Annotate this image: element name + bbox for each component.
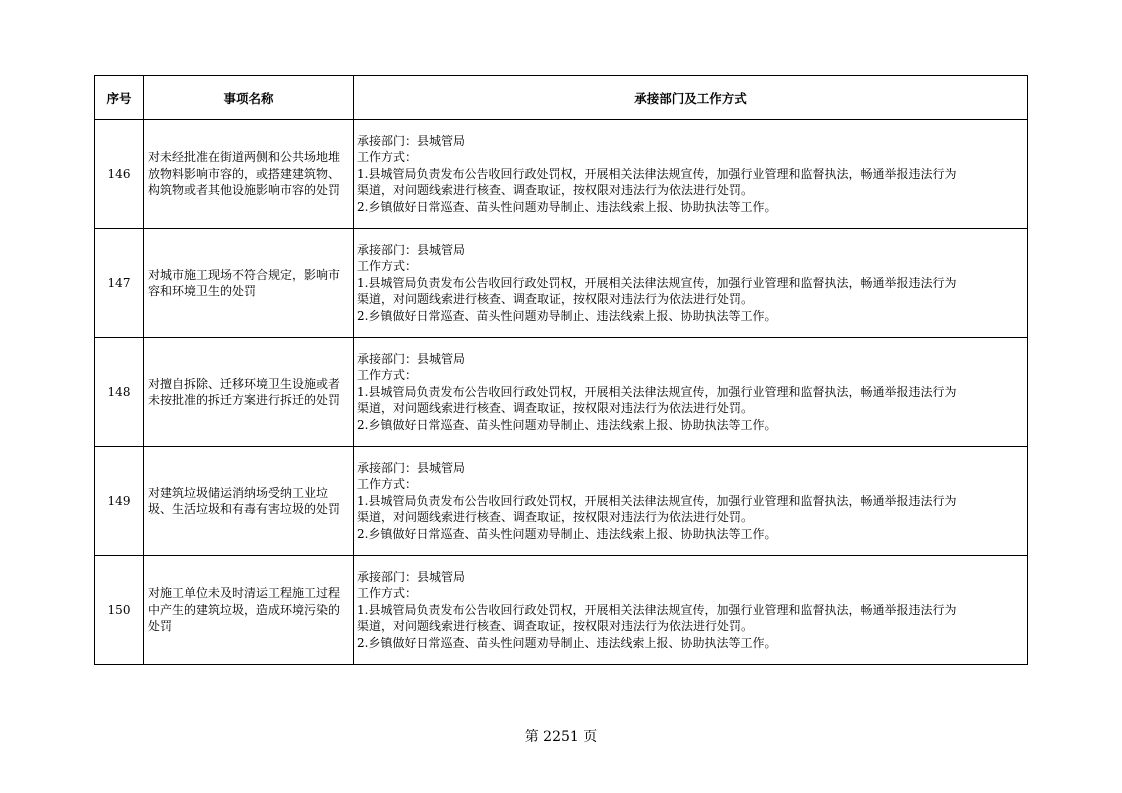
method-item-2: 2.乡镇做好日常巡查、苗头性问题劝导制止、违法线索上报、协助执法等工作。 (357, 417, 777, 432)
table-row (95, 447, 1028, 556)
method-label: 工作方式： (357, 477, 418, 492)
row-serial-number: 147 (95, 229, 144, 338)
page-number-footer: 第 2251 页 (524, 729, 598, 745)
header-item-name: 事项名称 (144, 76, 354, 120)
items-table (94, 75, 1028, 665)
dept-line: 承接部门：县城管局 (357, 242, 466, 257)
row-item-name (144, 556, 354, 665)
row-item-name (144, 120, 354, 229)
row-item-name (144, 447, 354, 556)
method-item-1: 1.县城管局负责发布公告收回行政处罚权，开展相关法律法规宣传，加强行业管理和监督执法，畅通举报违法行为 (357, 602, 957, 617)
row-dept-and-method (354, 120, 1028, 229)
method-item-1: 1.县城管局负责发布公告收回行政处罚权，开展相关法律法规宣传，加强行业管理和监督执法，畅通举报违法行为 (357, 384, 957, 399)
method-item-1-continued: 渠道，对问题线索进行核查、调查取证，按权限对违法行为依法进行处罚。 (357, 401, 754, 416)
document-table-container (94, 75, 1027, 665)
dept-line: 承接部门：县城管局 (357, 460, 466, 475)
table-row (95, 229, 1028, 338)
row-dept-and-method (354, 229, 1028, 338)
header-serial-number: 序号 (95, 76, 144, 120)
method-item-1-continued: 渠道，对问题线索进行核查、调查取证，按权限对违法行为依法进行处罚。 (357, 183, 754, 198)
header-dept-and-method: 承接部门及工作方式 (354, 76, 1028, 120)
method-label: 工作方式： (357, 259, 418, 274)
row-dept-and-method (354, 447, 1028, 556)
item-name-text: 对建筑垃圾储运消纳场受纳工业垃圾、生活垃圾和有毒有害垃圾的处罚 (148, 485, 341, 516)
method-label: 工作方式： (357, 150, 418, 165)
row-dept-and-method (354, 338, 1028, 447)
method-item-1: 1.县城管局负责发布公告收回行政处罚权，开展相关法律法规宣传，加强行业管理和监督执法，畅通举报违法行为 (357, 275, 957, 290)
method-item-1-continued: 渠道，对问题线索进行核查、调查取证，按权限对违法行为依法进行处罚。 (357, 619, 754, 634)
item-name-text: 对施工单位未及时清运工程施工过程中产生的建筑垃圾，造成环境污染的处罚 (148, 586, 341, 634)
dept-line: 承接部门：县城管局 (357, 569, 466, 584)
table-row (95, 556, 1028, 665)
method-label: 工作方式： (357, 368, 418, 383)
method-item-2: 2.乡镇做好日常巡查、苗头性问题劝导制止、违法线索上报、协助执法等工作。 (357, 308, 777, 323)
method-item-1: 1.县城管局负责发布公告收回行政处罚权，开展相关法律法规宣传，加强行业管理和监督执法，畅通举报违法行为 (357, 493, 957, 508)
row-item-name (144, 338, 354, 447)
table-header-row (95, 76, 1028, 120)
row-serial-number: 146 (95, 120, 144, 229)
method-item-1: 1.县城管局负责发布公告收回行政处罚权，开展相关法律法规宣传，加强行业管理和监督执法，畅通举报违法行为 (357, 166, 957, 181)
row-serial-number: 149 (95, 447, 144, 556)
table-row (95, 338, 1028, 447)
dept-line: 承接部门：县城管局 (357, 351, 466, 366)
item-name-text: 对擅自拆除、迁移环境卫生设施或者未按批准的拆迁方案进行拆迁的处罚 (148, 376, 341, 407)
row-serial-number: 148 (95, 338, 144, 447)
item-name-text: 对城市施工现场不符合规定，影响市容和环境卫生的处罚 (148, 267, 341, 298)
dept-line: 承接部门：县城管局 (357, 133, 466, 148)
method-label: 工作方式： (357, 586, 418, 601)
method-item-2: 2.乡镇做好日常巡查、苗头性问题劝导制止、违法线索上报、协助执法等工作。 (357, 635, 777, 650)
method-item-1-continued: 渠道，对问题线索进行核查、调查取证，按权限对违法行为依法进行处罚。 (357, 292, 754, 307)
table-row (95, 120, 1028, 229)
row-dept-and-method (354, 556, 1028, 665)
method-item-2: 2.乡镇做好日常巡查、苗头性问题劝导制止、违法线索上报、协助执法等工作。 (357, 199, 777, 214)
row-item-name (144, 229, 354, 338)
method-item-1-continued: 渠道，对问题线索进行核查、调查取证，按权限对违法行为依法进行处罚。 (357, 510, 754, 525)
item-name-text: 对未经批准在街道两侧和公共场地堆放物料影响市容的，或搭建建筑物、构筑物或者其他设施影响市容的处罚 (148, 150, 341, 198)
row-serial-number: 150 (95, 556, 144, 665)
method-item-2: 2.乡镇做好日常巡查、苗头性问题劝导制止、违法线索上报、协助执法等工作。 (357, 526, 777, 541)
